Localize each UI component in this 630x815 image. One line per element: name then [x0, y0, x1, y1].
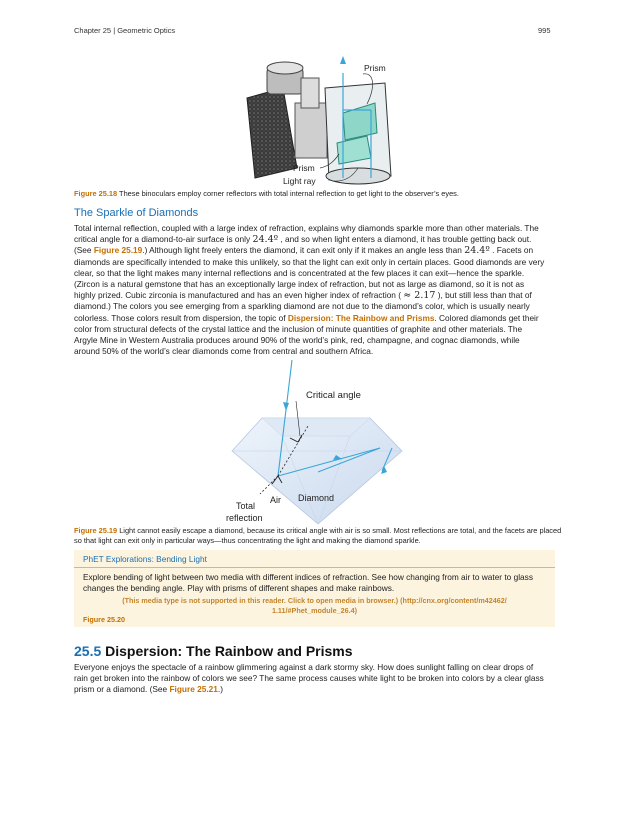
para-line: Total internal reflection, coupled with a large index of refraction, explains why diamonds sparkle more than other materials. The — [74, 223, 539, 233]
focus-wheel — [301, 78, 319, 108]
para-line: critical angle for a diamond-to-air surface is only 24.4º , and so when light enters a diamond, it has trouble getting back out. — [74, 234, 532, 246]
label-prism-top: Prism — [364, 63, 386, 73]
para-line: (See Figure 25.19.) Although light freely enters the diamond, it can exit only if it makes an angle less than 24.4º . Facets on — [74, 245, 534, 257]
figure-link-25-21[interactable]: Figure 25.21 — [169, 684, 218, 695]
label-air: Air — [270, 495, 281, 505]
sparkle-paragraph — [74, 223, 564, 357]
caption-text: These binoculars employ corner reflectors with total internal reflection to get light to the observer’s eyes. — [117, 189, 459, 198]
para-line: color from structural defects of the crystal lattice and the inclusion of minute quantities of graphite and other materials. The — [74, 323, 523, 334]
caption-text: Light cannot easily escape a diamond, because its critical angle with air is so small. Most reflections are total, and the facets are placed — [117, 526, 562, 535]
dispersion-paragraph — [74, 662, 564, 696]
caption-text: so that light can exit only in particular ways—thus concentrating the light and making the diamond sparkle. — [74, 536, 421, 545]
label-critical-angle: Critical angle — [306, 390, 361, 401]
section-title: Dispersion: The Rainbow and Prisms — [101, 643, 353, 659]
phet-divider — [74, 567, 555, 568]
phet-figure-label: Figure 25.20 — [83, 615, 125, 624]
objective-lens — [326, 168, 390, 184]
label-prism-bottom: Prism — [293, 163, 315, 173]
label-light-ray: Light ray — [283, 176, 316, 186]
para-line: colorless. Those colors result from dispersion, the topic of Dispersion: The Rainbow and Prisms. Colored diamonds get their — [74, 312, 539, 323]
binoculars-figure — [225, 48, 415, 188]
phet-media-link[interactable]: (This media type is not supported in this reader. Click to open media in browser.) (http://cnx.org/content/m42462/ 1.11/#Phet_module_26.4) — [122, 596, 507, 615]
label-diamond: Diamond — [298, 493, 335, 503]
phet-exploration-box — [74, 550, 555, 627]
left-barrel — [247, 88, 297, 178]
math-angle: 24.4º — [252, 234, 279, 246]
phet-title: PhET Explorations: Bending Light — [83, 554, 207, 564]
para-line: clear, so that the light makes many internal reflections and is concentrated at the few places it can exit—hence the sparkle. — [74, 267, 525, 278]
diamond-figure — [220, 356, 415, 526]
ray-arrow-up — [340, 56, 346, 64]
phet-description: Explore bending of light between two media with different indices of refraction. See how changing from air to water to glass changes the bending angle. Play with prisms of different shapes and make rainbows. — [83, 572, 533, 593]
para-line: prism or a diamond. (See Figure 25.21.) — [74, 684, 223, 695]
para-line: Everyone enjoys the spectacle of a rainbow glimmering against a dark stormy sky. How does sunlight falling on clear drops of — [74, 662, 534, 672]
chapter-header: Chapter 25 | Geometric Optics — [74, 26, 176, 35]
section-heading-25-5 — [74, 643, 353, 659]
para-line: around 50% of the world’s clear diamonds come from central and southern Africa. — [74, 346, 374, 357]
left-eyepiece-rim — [267, 62, 303, 74]
para-line: (Zircon is a natural gemstone that has an exceptionally large index of refraction, but not as large as diamond, so it is not as — [74, 279, 525, 290]
para-line: diamond.) The colors you see emerging from a sparkling diamond are not due to the diamond’s color, which is usually nearly — [74, 301, 530, 312]
caption-label: Figure 25.18 — [74, 189, 118, 198]
figure-25-19-caption — [74, 526, 564, 546]
figure-25-18-caption — [74, 189, 564, 199]
figure-link-25-19[interactable]: Figure 25.19 — [93, 245, 143, 256]
section-link-dispersion[interactable]: Dispersion: The Rainbow and Prisms — [287, 312, 435, 323]
label-reflection: reflection — [226, 513, 263, 523]
hinge-bridge — [295, 103, 327, 158]
label-total: Total — [236, 501, 256, 511]
para-line: highly prized. Cubic zirconia is manufactured and has an even higher index of refraction ( ≈ 2.17 ), but still less than that of — [74, 290, 532, 302]
section-number: 25.5 — [74, 643, 102, 659]
para-line: diamonds are specifically intended to make this unlikely, so that the light can exit only in certain places. Good diamonds are very — [74, 256, 545, 267]
page-number: 995 — [538, 26, 551, 35]
ray-arrow — [283, 402, 289, 411]
caption-label: Figure 25.19 — [74, 526, 118, 535]
para-line: rain get broken into the rainbow of colors we see? The same process causes white light to be broken into colors by a clear glass — [74, 673, 544, 684]
math-angle: 24.4º — [464, 245, 490, 257]
math-index: ≈ 2.17 — [403, 290, 436, 302]
section-heading-sparkle: The Sparkle of Diamonds — [74, 207, 199, 219]
para-line: Argyle Mine in Western Australia produces around 90% of the world’s pink, red, champagne, and cognac diamonds, while — [74, 335, 520, 346]
